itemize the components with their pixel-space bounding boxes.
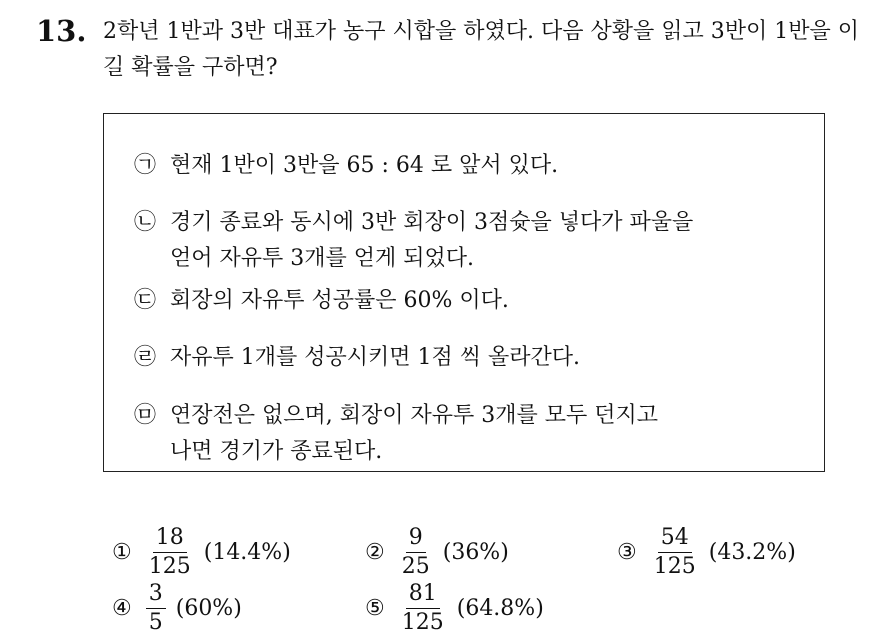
condition-marker: ㉢ [134, 288, 157, 313]
condition-marker: ㉤ [134, 403, 157, 428]
fraction-numerator: 3 [146, 583, 166, 609]
choice-percent: (14.4%) [203, 540, 291, 565]
condition-text-continued: 얻어 자유투 3개를 얻게 되었다. [170, 246, 474, 271]
fraction-numerator: 18 [153, 527, 187, 553]
condition-text: 현재 1반이 3반을 65 : 64 로 앞서 있다. [170, 153, 559, 178]
condition-marker: ㉣ [134, 345, 157, 370]
choice-number: ⑤ [365, 596, 385, 621]
condition-text: 연장전은 없으며, 회장이 자유투 3개를 모두 던지고 [170, 403, 658, 428]
fraction-numerator: 9 [406, 527, 426, 553]
choice-number: ③ [617, 540, 637, 565]
fraction [146, 527, 194, 578]
fraction-denominator: 125 [401, 610, 444, 635]
choice-3[interactable] [617, 527, 796, 578]
condition-item-a [134, 148, 558, 184]
fraction-denominator: 5 [148, 610, 163, 635]
fraction [399, 527, 433, 578]
choice-4[interactable] [112, 583, 242, 634]
choice-number: ① [112, 540, 132, 565]
condition-item-e [134, 398, 658, 470]
condition-item-d [134, 340, 580, 376]
choice-2[interactable] [365, 527, 509, 578]
fraction [146, 583, 166, 634]
choice-number: ② [365, 540, 385, 565]
choice-5[interactable] [365, 583, 544, 634]
condition-box [103, 113, 825, 472]
condition-text: 회장의 자유투 성공률은 60% 이다. [170, 288, 509, 313]
question-stem: 2학년 1반과 3반 대표가 농구 시합을 하였다. 다음 상황을 읽고 3반이 1반을 이길 확률을 구하면? [103, 19, 859, 80]
question-number: 13. [36, 14, 87, 48]
choice-percent: (64.8%) [456, 596, 544, 621]
choice-1[interactable] [112, 527, 291, 578]
fraction [651, 527, 699, 578]
condition-text: 경기 종료와 동시에 3반 회장이 3점슛을 넣다가 파울을 [170, 210, 694, 235]
fraction [399, 583, 447, 634]
condition-item-b [134, 205, 693, 277]
condition-marker: ㉠ [134, 153, 157, 178]
condition-item-c [134, 283, 509, 319]
fraction-denominator: 25 [401, 554, 430, 579]
fraction-denominator: 125 [653, 554, 696, 579]
choice-number: ④ [112, 596, 132, 621]
fraction-numerator: 54 [658, 527, 692, 553]
condition-marker: ㉡ [134, 210, 157, 235]
choice-percent: (60%) [175, 596, 242, 621]
fraction-denominator: 125 [148, 554, 191, 579]
condition-text: 자유투 1개를 성공시키면 1점 씩 올라간다. [170, 345, 580, 370]
choice-percent: (43.2%) [708, 540, 796, 565]
choice-percent: (36%) [442, 540, 509, 565]
fraction-numerator: 81 [406, 583, 440, 609]
condition-text-continued: 나면 경기가 종료된다. [170, 439, 383, 464]
